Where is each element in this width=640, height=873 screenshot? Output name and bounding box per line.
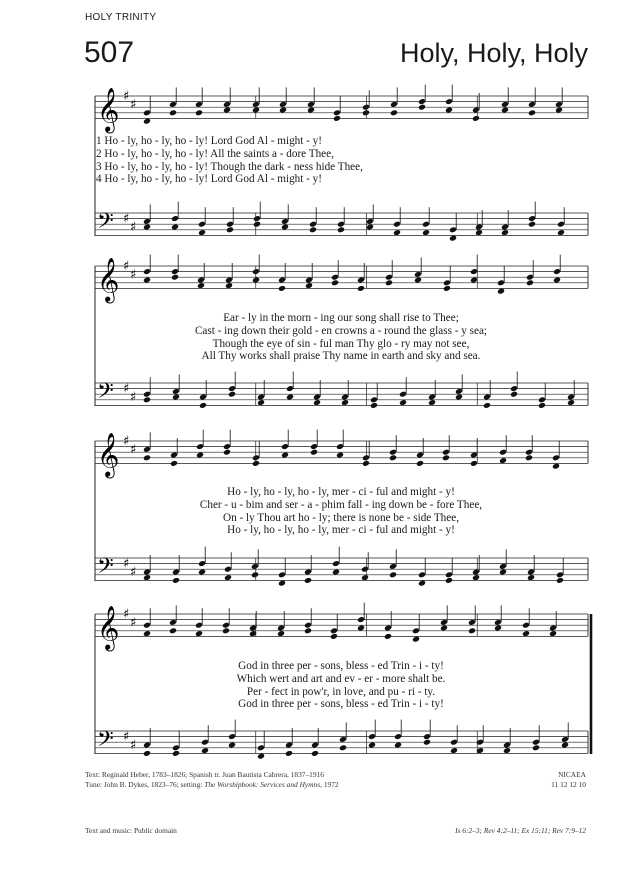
note-head	[224, 574, 232, 581]
note-head	[361, 574, 369, 581]
note-head	[195, 630, 203, 637]
note-head	[428, 399, 436, 406]
note-head	[418, 104, 426, 111]
note-head	[384, 633, 392, 640]
note-head	[422, 229, 430, 236]
note-head	[311, 750, 319, 757]
note-head	[503, 747, 511, 754]
note-head	[394, 742, 402, 749]
sharp-icon: ♯	[123, 259, 130, 274]
credits	[85, 770, 339, 790]
note-head	[357, 625, 365, 632]
note-head	[538, 402, 546, 409]
note-head	[423, 739, 431, 746]
system-2-lyrics	[96, 312, 586, 363]
meter: 11 12 12 10	[551, 780, 586, 789]
note-head	[389, 571, 397, 578]
tune-source: The Worshipbook: Services and Hymns,	[204, 780, 322, 789]
note-head	[455, 394, 463, 401]
note-head	[143, 454, 151, 461]
note-head	[304, 627, 312, 634]
note-head	[310, 449, 318, 456]
note-head	[331, 279, 339, 286]
note-head	[501, 107, 509, 114]
note-head	[251, 571, 259, 578]
sharp-icon: ♯	[123, 729, 130, 745]
verse-3-line: Though the eye of sin - ful man Thy glo - ry may not see,	[212, 337, 470, 350]
note-head	[172, 394, 180, 401]
note-head	[336, 452, 344, 459]
note-head	[445, 577, 453, 584]
note-head	[143, 574, 151, 581]
note-head	[528, 221, 536, 228]
treble-clef-icon: 𝄞	[97, 605, 120, 650]
note-head	[532, 744, 540, 751]
note-head	[501, 229, 509, 236]
note-head	[445, 107, 453, 114]
note-head	[449, 235, 457, 242]
note-head	[499, 457, 507, 464]
note-head	[195, 109, 203, 116]
tune-credit: Tune: John B. Dykes, 1823–76; setting: The Worshipbook: Services and Hymns, 1972	[85, 780, 339, 789]
sharp-icon: ♯	[130, 565, 137, 580]
note-head	[171, 274, 179, 281]
note-head	[201, 747, 209, 754]
note-head	[199, 402, 207, 409]
note-head	[223, 107, 231, 114]
note-head	[278, 580, 286, 587]
tune-name: NICAEA	[558, 770, 586, 779]
note-head	[370, 402, 378, 409]
note-head	[330, 633, 338, 640]
note-head	[393, 229, 401, 236]
verse-2-line: Which wert and art and ev - er - more shalt be.	[236, 672, 446, 685]
verse-2-line: Cast - ing down their gold - en crowns a - round the glass - y sea;	[194, 324, 488, 337]
verse-4-line: Ho - ly, ho - ly, ho - ly, mer - ci - ful and might - y!	[227, 524, 455, 537]
note-head	[198, 569, 206, 576]
text-credit: Text: Reginald Heber, 1783–1826; Spanish tr. Juan Bautista Cabrera, 1837–1916	[85, 770, 324, 779]
sharp-icon: ♯	[130, 390, 137, 405]
note-head	[305, 282, 313, 289]
hymn-title: Holy, Holy, Holy	[399, 38, 588, 68]
note-head	[333, 115, 341, 122]
bass-clef-icon: 𝄢	[97, 553, 114, 584]
note-head	[285, 750, 293, 757]
note-head	[143, 224, 151, 231]
note-head	[368, 742, 376, 749]
note-head	[143, 750, 151, 757]
note-head	[172, 577, 180, 584]
note-head	[440, 625, 448, 632]
sharp-icon: ♯	[130, 442, 137, 458]
note-head	[389, 454, 397, 461]
bass-clef-icon: 𝄢	[97, 378, 114, 409]
note-head	[171, 224, 179, 231]
note-head	[412, 636, 420, 643]
note-head	[526, 279, 534, 286]
note-head	[309, 226, 317, 233]
note-head	[528, 109, 536, 116]
note-head	[313, 399, 321, 406]
note-head	[277, 630, 285, 637]
verse-1-line: 1 Ho - ly, ho - ly, ho - ly! Lord God Al - might - y!	[96, 135, 322, 147]
note-head	[169, 109, 177, 116]
note-head	[198, 229, 206, 236]
sharp-icon: ♯	[123, 607, 130, 622]
note-head	[337, 226, 345, 233]
note-head	[172, 750, 180, 757]
note-head	[225, 282, 233, 289]
note-head	[390, 109, 398, 116]
note-head	[226, 226, 234, 233]
scripture-references: Is 6:2–3; Rev 4:2–11; Ex 15:11; Rev 7:9–12	[455, 826, 586, 835]
note-head	[468, 627, 476, 634]
sharp-icon: ♯	[123, 556, 130, 572]
system-4-lyrics	[96, 660, 586, 711]
bass-clef-icon: 𝄢	[97, 726, 114, 757]
note-head	[279, 107, 287, 114]
note-head	[557, 229, 565, 236]
note-head	[494, 625, 502, 632]
note-head	[497, 288, 505, 295]
verse-3-line: Per - fect in pow'r, in love, and pu - ri - ty.	[246, 685, 436, 698]
note-head	[307, 107, 315, 114]
note-head	[286, 394, 294, 401]
tune-info	[551, 770, 586, 790]
verse-4-line: All Thy works shall praise Thy name in earth and sky and sea.	[201, 350, 481, 363]
note-head	[470, 277, 478, 284]
sharp-icon: ♯	[130, 615, 137, 631]
verse-2-line: Cher - u - bim and ser - a - phim fall - ing down be - fore Thee,	[199, 498, 483, 511]
treble-clef-icon: 𝄞	[97, 87, 120, 132]
note-head	[561, 742, 569, 749]
note-head	[362, 460, 370, 467]
note-head	[332, 569, 340, 576]
note-head	[223, 449, 231, 456]
note-head	[399, 399, 407, 406]
note-head	[443, 285, 451, 292]
note-head	[552, 463, 560, 470]
note-head	[499, 569, 507, 576]
note-head	[143, 277, 151, 284]
note-head	[143, 118, 151, 125]
note-head	[555, 107, 563, 114]
sharp-icon: ♯	[130, 267, 137, 283]
note-head	[339, 744, 347, 751]
note-head	[143, 396, 151, 403]
note-head	[527, 574, 535, 581]
note-head	[278, 285, 286, 292]
verse-1-line: Ho - ly, ho - ly, ho - ly, mer - ci - ful and might - y!	[227, 486, 455, 498]
verse-3-line: 3 Ho - ly, ho - ly, ho - ly! Though the dark - ness hide Thee,	[96, 160, 363, 173]
sharp-icon: ♯	[123, 381, 130, 397]
treble-clef-icon: 𝄞	[97, 257, 120, 302]
verse-4-line: God in three per - sons, bless - ed Trin - i - ty!	[238, 698, 444, 711]
note-head	[362, 109, 370, 116]
note-head	[522, 630, 530, 637]
note-head	[169, 627, 177, 634]
note-head	[143, 630, 151, 637]
note-head	[472, 574, 480, 581]
note-head	[222, 627, 230, 634]
note-head	[450, 747, 458, 754]
note-head	[442, 454, 450, 461]
note-head	[414, 277, 422, 284]
note-head	[567, 399, 575, 406]
note-head	[357, 285, 365, 292]
note-head	[483, 402, 491, 409]
sharp-icon: ♯	[123, 434, 130, 449]
bass-clef-icon: 𝄢	[97, 208, 114, 239]
note-head	[385, 279, 393, 286]
system-3-lyrics	[96, 486, 586, 537]
note-head	[170, 460, 178, 467]
rights-notice: Text and music: Public domain	[85, 826, 177, 835]
sharp-icon: ♯	[123, 211, 130, 227]
sharp-icon: ♯	[130, 738, 137, 753]
note-head	[196, 452, 204, 459]
sharp-icon: ♯	[130, 220, 137, 235]
system-1-lyrics	[96, 135, 586, 186]
note-head	[556, 577, 564, 584]
note-head	[510, 391, 518, 398]
note-head	[281, 224, 289, 231]
note-head	[304, 577, 312, 584]
note-head	[418, 580, 426, 587]
note-head	[470, 460, 478, 467]
note-head	[257, 753, 265, 760]
note-head	[472, 115, 480, 122]
note-head	[341, 399, 349, 406]
note-head	[197, 282, 205, 289]
note-head	[553, 277, 561, 284]
verse-1-line: Ear - ly in the morn - ing our song shall rise to Thee;	[223, 312, 459, 324]
note-head	[475, 229, 483, 236]
verse-4-line: 4 Ho - ly, ho - ly, ho - ly! Lord God Al - might - y!	[96, 173, 322, 186]
note-head	[549, 630, 557, 637]
section-label: HOLY TRINITY	[85, 12, 157, 23]
note-head	[366, 224, 374, 231]
verse-2-line: 2 Ho - ly, ho - ly, ho - ly! All the saints a - dore Thee,	[96, 147, 334, 160]
hymn-number: 507	[84, 36, 135, 69]
sharp-icon: ♯	[123, 89, 130, 104]
note-head	[228, 742, 236, 749]
verse-3-line: On - ly Thou art ho - ly; there is none be - side Thee,	[222, 511, 460, 524]
treble-clef-icon: 𝄞	[97, 432, 120, 477]
note-head	[281, 452, 289, 459]
note-head	[228, 391, 236, 398]
verse-1-line: God in three per - sons, bless - ed Trin - i - ty!	[238, 660, 444, 672]
sharp-icon: ♯	[130, 97, 137, 113]
note-head	[257, 399, 265, 406]
note-head	[416, 460, 424, 467]
note-head	[253, 221, 261, 228]
note-head	[525, 454, 533, 461]
